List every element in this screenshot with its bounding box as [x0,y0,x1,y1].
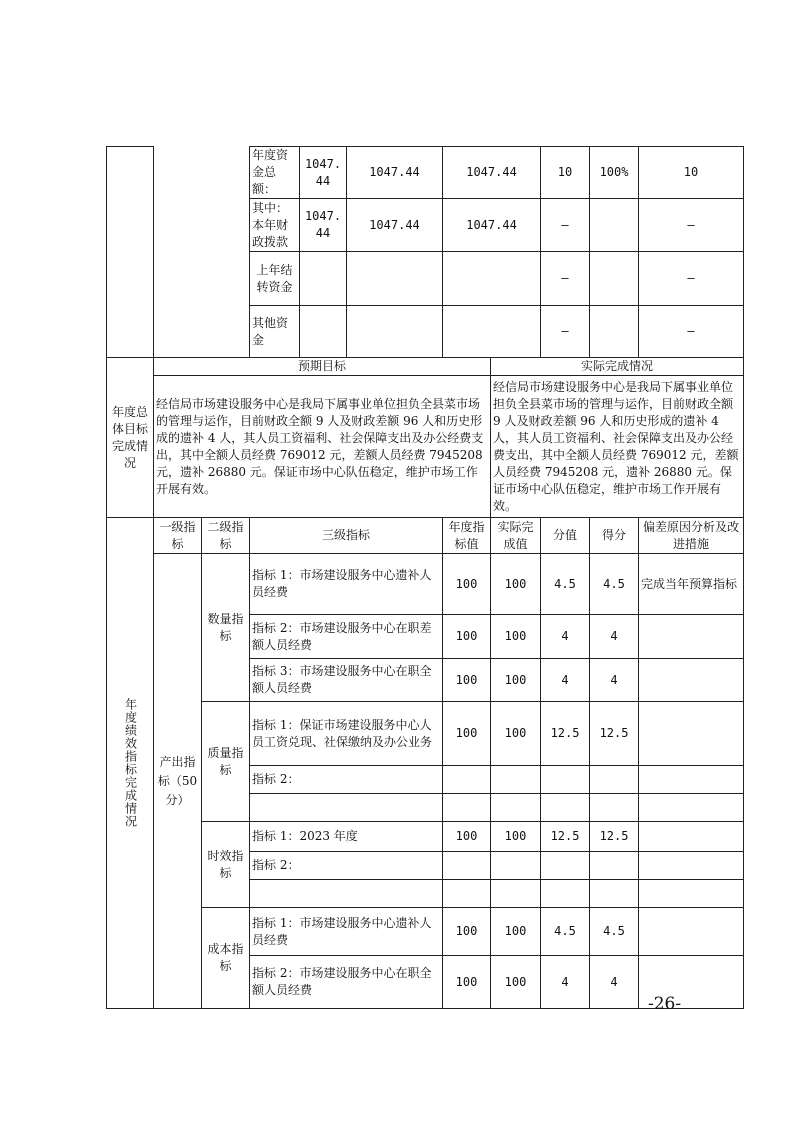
indicator-actual: 100 [491,822,541,852]
indicator-target: 100 [443,956,491,1009]
funds-executed-value [443,252,541,306]
indicator-actual [491,852,541,880]
funds-execution-rate [590,199,639,252]
goal-header-row [107,358,744,376]
indicator-name: 指标 1：市场建设服务中心遗补人员经费 [250,554,443,615]
indicator-got [590,880,639,908]
indicator-actual: 100 [491,956,541,1009]
indicator-actual: 100 [491,908,541,956]
indicator-score: 12.5 [541,822,590,852]
group-timeliness: 时效指标 [202,822,250,908]
indicator-target: 100 [443,908,491,956]
funds-label: 上年结转资金 [250,252,300,306]
header-level1: 一级指标 [154,518,202,554]
group-quantity: 数量指标 [202,554,250,702]
funds-got: – [639,252,744,306]
indicator-score: 4.5 [541,554,590,615]
funds-adjusted-value: 1047.44 [347,147,443,199]
indicator-analysis [639,766,744,794]
indicator-got: 4 [590,615,639,659]
funds-row [107,252,744,306]
funds-executed-value: 1047.44 [443,147,541,199]
indicator-score [541,852,590,880]
indicator-actual: 100 [491,615,541,659]
indicator-row [107,702,744,766]
header-score: 分值 [541,518,590,554]
indicator-target [443,794,491,822]
funds-adjusted-value [347,252,443,306]
funds-adjusted-value [347,306,443,358]
funds-indent-cell [154,147,250,199]
funds-score: 10 [541,147,590,199]
indicator-got: 4.5 [590,554,639,615]
indicator-target: 100 [443,554,491,615]
indicator-target [443,880,491,908]
indicator-analysis [639,852,744,880]
perf-row-label: 年度绩效指标完成情况 [123,698,138,828]
indicator-score: 4 [541,615,590,659]
expected-goal-header: 预期目标 [154,358,491,376]
indicator-actual [491,766,541,794]
indicator-analysis: 完成当年预算指标 [639,554,744,615]
indicator-score [541,766,590,794]
group-cost: 成本指标 [202,908,250,1009]
indicator-score: 12.5 [541,702,590,766]
indicator-analysis [639,615,744,659]
indicator-score: 4.5 [541,908,590,956]
indicator-name: 指标 2： [250,766,443,794]
funds-execution-rate [590,252,639,306]
funds-indent-cell [154,199,250,252]
funds-got: – [639,199,744,252]
indicator-got: 4 [590,659,639,702]
funds-label: 其他资金 [250,306,300,358]
indicator-analysis [639,908,744,956]
indicator-name [250,794,443,822]
indicator-target [443,766,491,794]
funds-got: 10 [639,147,744,199]
indicator-analysis [639,880,744,908]
indicator-score: 4 [541,956,590,1009]
level1-cell [154,554,202,1009]
indicator-target: 100 [443,702,491,766]
header-got: 得分 [590,518,639,554]
funds-score: – [541,306,590,358]
group-quality: 质量指标 [202,702,250,822]
indicator-target: 100 [443,822,491,852]
funds-plan-value: 1047.44 [300,199,347,252]
indicator-analysis [639,659,744,702]
funds-adjusted-value: 1047.44 [347,199,443,252]
indicator-analysis [639,794,744,822]
funds-execution-rate: 100% [590,147,639,199]
level1-label: 产出指标（50 分） [157,754,198,807]
indicator-got [590,794,639,822]
funds-plan-value: 1047.44 [300,147,347,199]
indicator-name [250,880,443,908]
funds-label: 年度资金总额： [250,147,300,199]
indicator-analysis [639,702,744,766]
indicator-target [443,852,491,880]
funds-execution-rate [590,306,639,358]
funds-indent-cell [154,306,250,358]
funds-score: – [541,252,590,306]
indicator-got: 4 [590,956,639,1009]
page-number: -26- [648,994,682,1014]
indicator-analysis [639,822,744,852]
indicator-name: 指标 1：保证市场建设服务中心人员工资兑现、社保缴纳及办公业务 [250,702,443,766]
indicator-got: 4.5 [590,908,639,956]
indicator-name: 指标 2：市场建设服务中心在职差额人员经费 [250,615,443,659]
indicator-score [541,880,590,908]
indicator-got: 12.5 [590,822,639,852]
header-actual: 实际完成值 [491,518,541,554]
indicator-name: 指标 2： [250,852,443,880]
funds-row [107,199,744,252]
goal-text-row [107,376,744,518]
indicator-actual: 100 [491,554,541,615]
funds-row [107,147,744,199]
indicator-actual [491,880,541,908]
indicator-actual [491,794,541,822]
actual-goal-text: 经信局市场建设服务中心是我局下属事业单位担负全县菜市场的管理与运作，目前财政全额 9 人及财政差额 96 人和历史形成的遗补 4 人，其人员工资福利、社会保障支出及办公经费支出，其中全额人员经费 769012 元，差额人员经费 7945208 元，遗补 26880 元。保证市场中心队伍稳定，维护市场工作开展有效。 [491,376,744,518]
indicator-name: 指标 2：市场建设服务中心在职全额人员经费 [250,956,443,1009]
indicator-got [590,766,639,794]
indicator-actual: 100 [491,659,541,702]
funds-plan-value [300,252,347,306]
indicator-got: 12.5 [590,702,639,766]
perf-header-row [107,518,744,554]
funds-got: – [639,306,744,358]
funds-row [107,306,744,358]
indicator-name: 指标 1：市场建设服务中心遗补人员经费 [250,908,443,956]
funds-blank-cell [107,147,154,358]
funds-indent-cell [154,252,250,306]
header-target: 年度指标值 [443,518,491,554]
funds-executed-value: 1047.44 [443,199,541,252]
funds-label: 其中：本年财政拨款 [250,199,300,252]
indicator-score: 4 [541,659,590,702]
header-analysis: 偏差原因分析及改进措施 [639,518,744,554]
indicator-row [107,554,744,615]
indicator-name: 指标 3：市场建设服务中心在职全额人员经费 [250,659,443,702]
indicator-row [107,822,744,852]
funds-score: – [541,199,590,252]
actual-goal-header: 实际完成情况 [491,358,744,376]
header-level2: 二级指标 [202,518,250,554]
performance-table [106,146,744,1009]
indicator-score [541,794,590,822]
header-level3: 三级指标 [250,518,443,554]
indicator-target: 100 [443,615,491,659]
indicator-actual: 100 [491,702,541,766]
funds-plan-value [300,306,347,358]
indicator-name: 指标 1：2023 年度 [250,822,443,852]
perf-row-label-cell [107,518,154,1009]
indicator-row [107,908,744,956]
goal-row-label: 年度总体目标完成情况 [107,358,154,518]
funds-executed-value [443,306,541,358]
indicator-got [590,852,639,880]
expected-goal-text: 经信局市场建设服务中心是我局下属事业单位担负全县菜市场的管理与运作，目前财政全额 9 人及财政差额 96 人和历史形成的遗补 4 人，其人员工资福利、社会保障支出及办公经费支出，其中全额人员经费 769012 元，差额人员经费 7945208 元，遗补 26880 元。保证市场中心队伍稳定，维护市场工作开展有效。 [154,376,491,518]
indicator-target: 100 [443,659,491,702]
